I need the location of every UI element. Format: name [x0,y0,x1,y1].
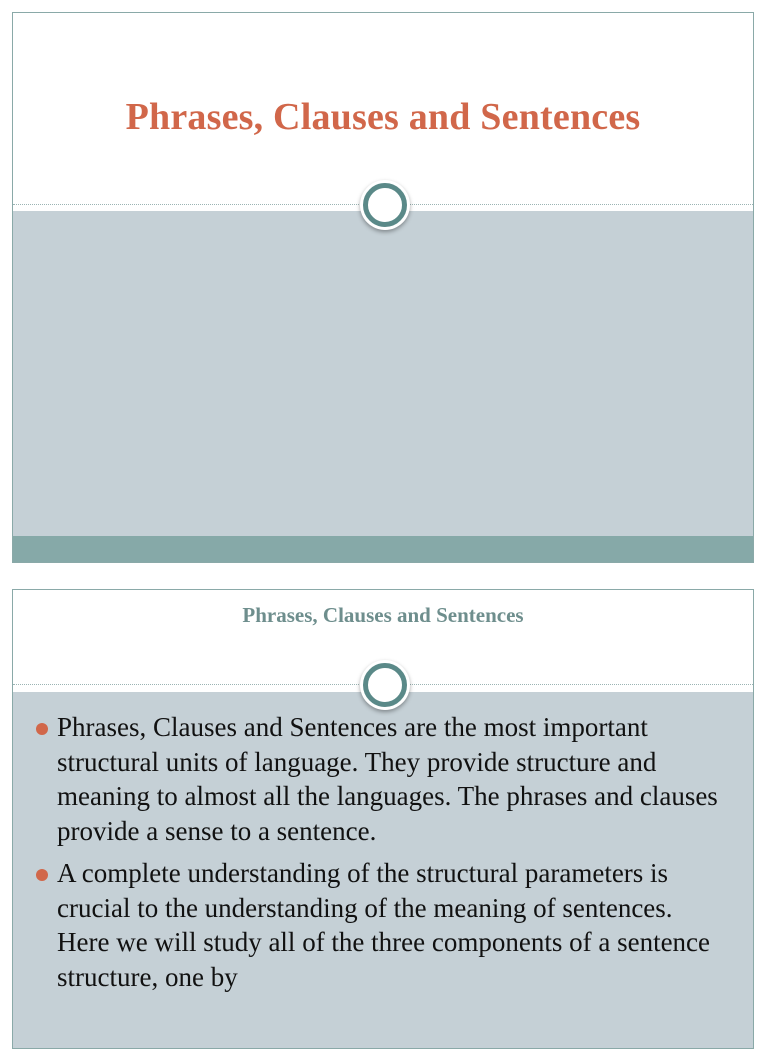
content-panel [13,211,753,536]
circle-ring-icon [363,183,407,227]
bullet-text: Phrases, Clauses and Sentences are the most important structural units of language. They provide structure and meaning to almost all the languages. The phrases and clauses provide a sense to a sentence. [57,712,718,846]
bullet-text: A complete understanding of the structural parameters is crucial to the understanding of the meaning of sentences. Here we will study all of the three components of a sentence structure, one by [57,858,711,992]
list-item [33,710,731,848]
footer-bar [13,536,753,562]
bullet-icon [36,723,48,735]
list-item [33,856,731,994]
title-slide [12,12,754,563]
slide-title: Phrases, Clauses and Sentences [125,96,641,138]
content-slide [12,589,754,1049]
bullet-icon [36,869,48,881]
circle-ring-icon [363,663,407,707]
slide-header: Phrases, Clauses and Sentences [242,603,524,627]
bullet-list [33,710,731,1002]
